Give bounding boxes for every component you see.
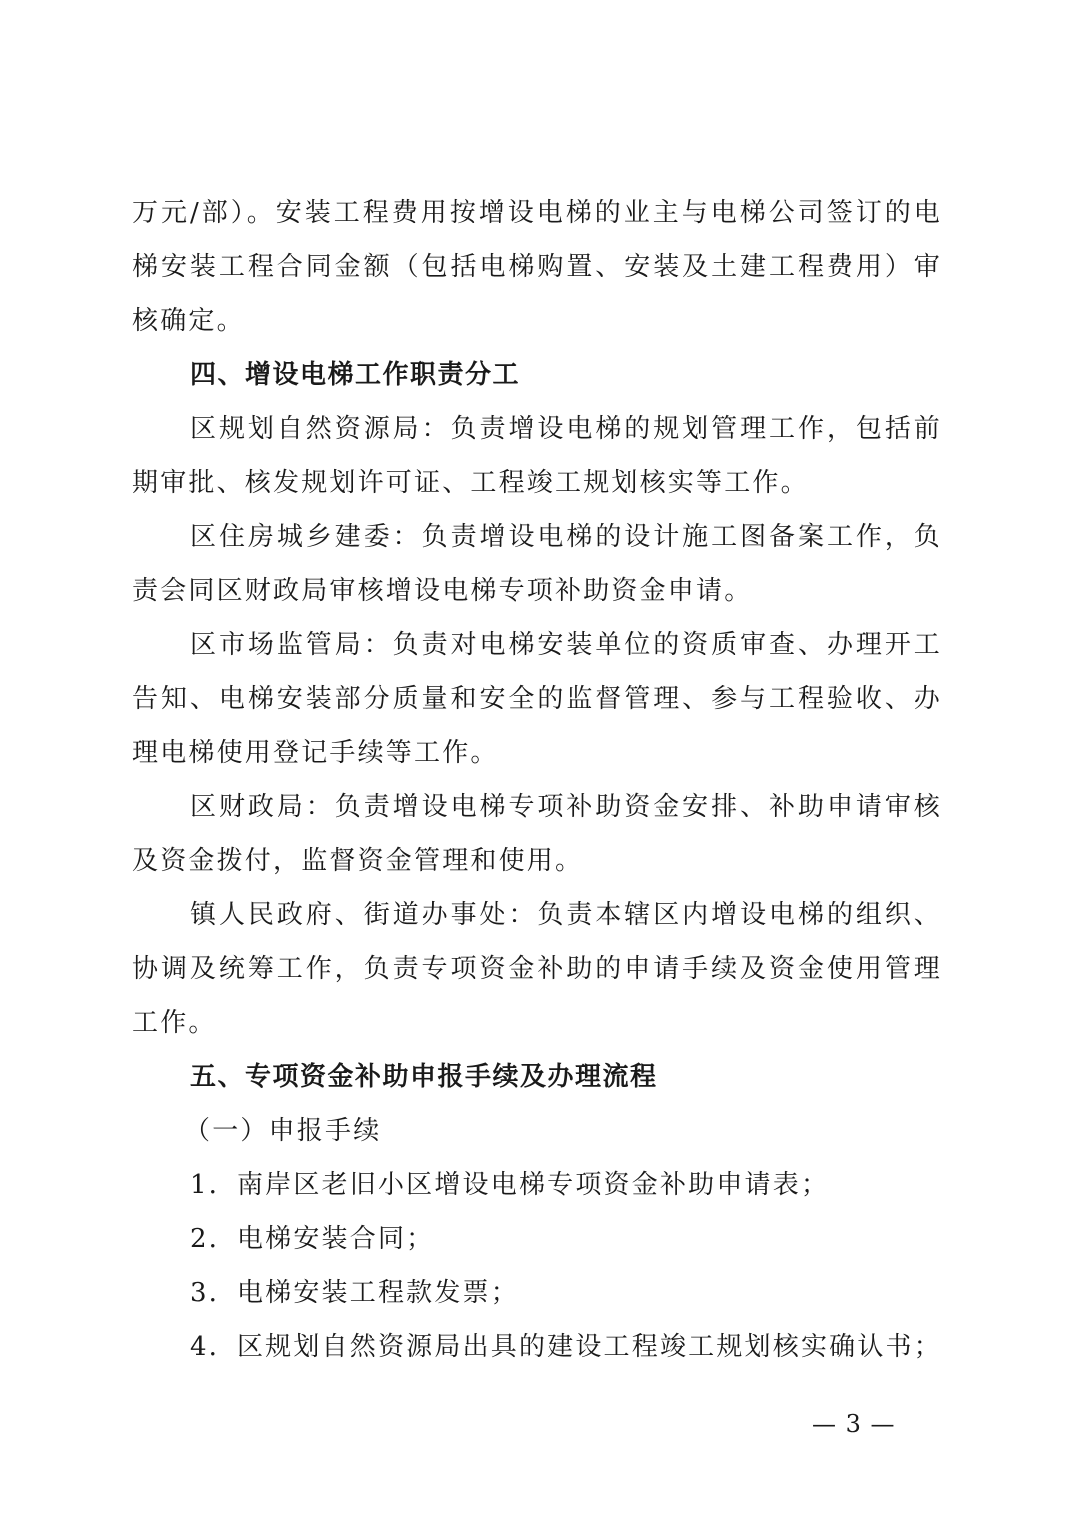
list-item: 4．区规划自然资源局出具的建设工程竣工规划核实确认书； bbox=[190, 1332, 942, 1362]
section-heading-4: 四、增设电梯工作职责分工 bbox=[190, 360, 521, 390]
document-body bbox=[132, 186, 942, 1374]
paragraph-fee-review: 万元/部）。安装工程费用按增设电梯的业主与电梯公司签订的电梯安装工程合同金额（包括电梯购置、安装及土建工程费用）审核确定。 bbox=[132, 198, 942, 336]
list-item: 1．南岸区老旧小区增设电梯专项资金补助申请表； bbox=[190, 1170, 830, 1200]
paragraph-market-supervision: 区市场监管局：负责对电梯安装单位的资质审查、办理开工告知、电梯安装部分质量和安全的监督管理、参与工程验收、办理电梯使用登记手续等工作。 bbox=[132, 630, 942, 768]
list-item: 2．电梯安装合同； bbox=[190, 1224, 435, 1254]
paragraph-town-government: 镇人民政府、街道办事处：负责本辖区内增设电梯的组织、协调及统筹工作，负责专项资金补助的申请手续及资金使用管理工作。 bbox=[132, 900, 942, 1038]
paragraph-housing-committee: 区住房城乡建委：负责增设电梯的设计施工图备案工作，负责会同区财政局审核增设电梯专项补助资金申请。 bbox=[132, 522, 942, 606]
subsection-heading-1: （一）申报手续 bbox=[184, 1116, 382, 1146]
list-item: 3．电梯安装工程款发票； bbox=[190, 1278, 519, 1308]
paragraph-finance-bureau: 区财政局：负责增设电梯专项补助资金安排、补助申请审核及资金拨付，监督资金管理和使用。 bbox=[132, 792, 942, 876]
section-heading-5: 五、专项资金补助申报手续及办理流程 bbox=[190, 1062, 658, 1092]
paragraph-planning-bureau: 区规划自然资源局：负责增设电梯的规划管理工作，包括前期审批、核发规划许可证、工程竣工规划核实等工作。 bbox=[132, 414, 942, 498]
page-number: — 3 — bbox=[812, 1410, 896, 1438]
